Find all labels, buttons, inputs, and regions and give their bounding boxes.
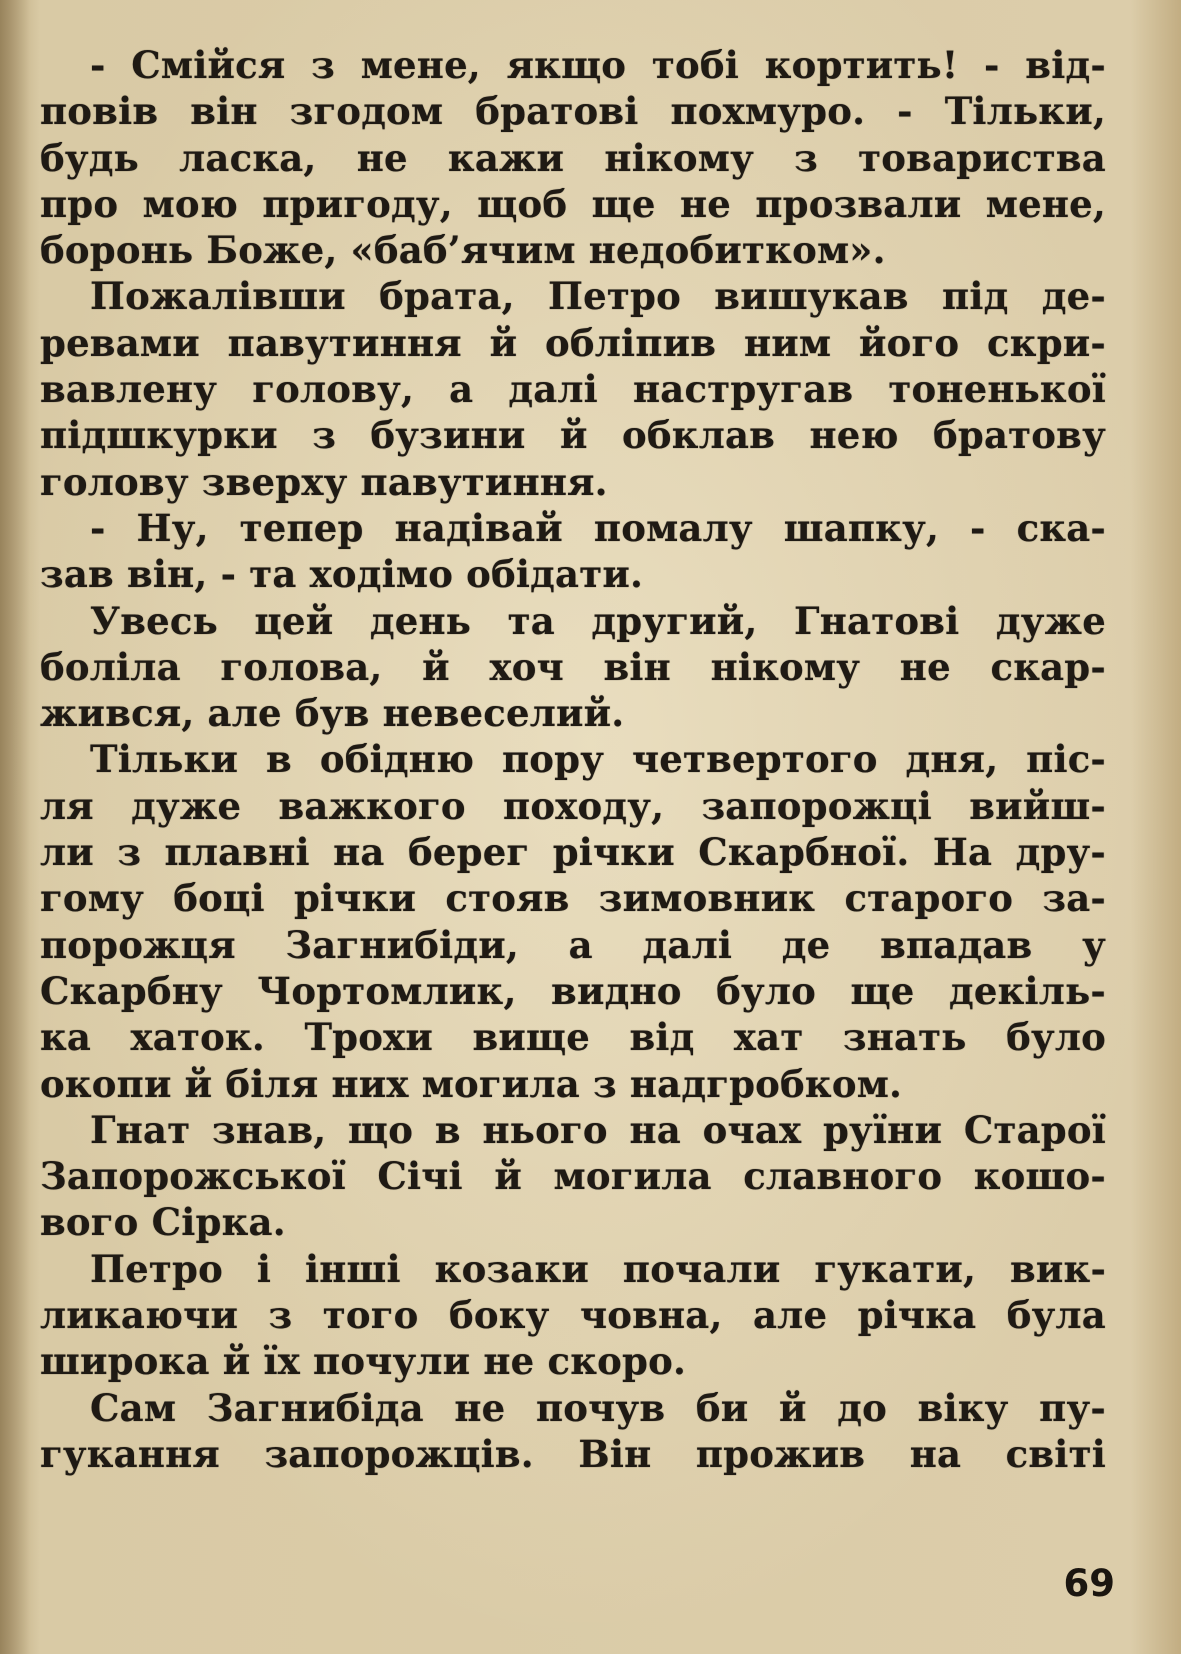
text-line: вавлену голову, а далі настругав тоненької [40, 367, 1106, 412]
text-line: ка хаток. Трохи вище від хат знать було [40, 1015, 1106, 1060]
text-line: зав він, - та ходімо обідати. [40, 552, 644, 597]
text-line: підшкурки з бузини й обклав нею братову [40, 413, 1106, 458]
text-line: окопи й біля них могила з надгробком. [40, 1061, 903, 1106]
text-line: - Смійся з мене, якщо тобі кортить! - від- [90, 43, 1106, 87]
text-line: Скарбну Чортомлик, видно було ще декіль- [40, 968, 1106, 1013]
text-line: боронь Боже, «баб’ячим недобитком». [40, 228, 886, 273]
text-line: голову зверху павутиння. [40, 459, 608, 504]
text-line: гукання запорожців. Він прожив на світі [40, 1431, 1106, 1476]
text-line: ля дуже важкого походу, запорожці вийш- [40, 783, 1106, 828]
body-text [40, 42, 1106, 1477]
text-line: Увесь цей день та другий, Гнатові дуже [90, 598, 1106, 643]
text-line: ликаючи з того боку човна, але річка була [40, 1293, 1106, 1338]
text-line: Тільки в обідню пору четвертого дня, піс- [90, 737, 1106, 782]
text-line: Запорожської Січі й могила славного кошо- [40, 1154, 1106, 1199]
text-line: широка й їх почули не скоро. [40, 1339, 687, 1384]
text-line: ревами павутиння й обліпив ним його скри- [40, 320, 1106, 365]
text-line: порожця Загнибіди, а далі де впадав у [40, 922, 1106, 967]
text-line: про мою пригоду, щоб ще не прозвали мене, [40, 181, 1106, 226]
text-line: - Ну, тепер надівай помалу шапку, - ска- [90, 505, 1106, 550]
binding-shadow [0, 0, 30, 1654]
text-line: Сам Загнибіда не почув би й до віку пу- [90, 1385, 1106, 1430]
text-line: ли з плавні на берег річки Скарбної. На дру- [40, 830, 1106, 875]
text-line: Гнат знав, що в нього на очах руїни Старої [90, 1107, 1106, 1152]
text-line: Пожалівши брата, Петро вишукав під де- [90, 274, 1106, 319]
text-line: Петро і інші козаки почали гукати, вик- [90, 1246, 1106, 1291]
text-line: жився, але був невеселий. [40, 691, 625, 736]
text-line: будь ласка, не кажи нікому з товариства [40, 135, 1106, 180]
text-line: вого Сірка. [40, 1200, 286, 1245]
text-line: повів він згодом братові похмуро. - Тільки, [40, 89, 1106, 134]
page-number: 69 [1063, 1562, 1115, 1605]
text-line: гому боці річки стояв зимовник старого за- [40, 876, 1106, 921]
text-line: боліла голова, й хоч він нікому не скар- [40, 644, 1106, 689]
